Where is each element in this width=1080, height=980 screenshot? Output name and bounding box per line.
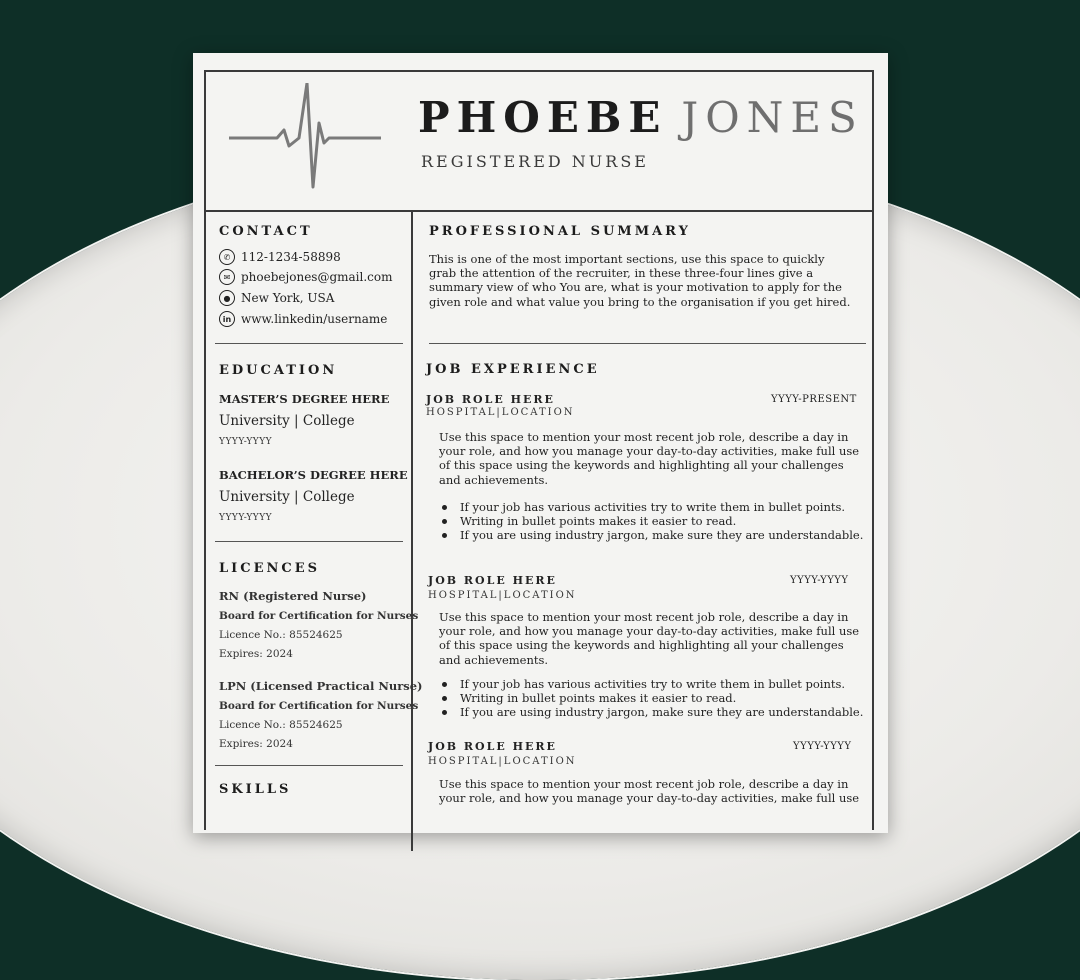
phone-icon: ✆ [219,249,235,265]
contact-location [219,290,334,306]
location-pin-icon: ● [219,290,235,306]
job-role: JOB ROLE HERE [428,740,557,753]
list-item: If you are using industry jargon, make sure they are understandable. [439,528,869,542]
email-text: phoebejones@gmail.com [241,270,393,284]
linkedin-icon: in [219,311,235,327]
list-item: If your job has various activities try to write them in bullet points. [439,677,869,691]
education-heading: EDUCATION [219,363,338,378]
experience-heading: JOB EXPERIENCE [426,362,600,377]
job-location: HOSPITAL|LOCATION [428,590,577,601]
education-school: University | College [219,413,355,429]
column-divider [411,211,413,851]
header-divider [204,210,874,212]
summary-divider [429,343,866,344]
education-dates: YYYY-YYYY [219,437,273,447]
candidate-name [418,93,864,142]
education-divider [215,541,403,542]
licence-number: Licence No.: 85524625 [219,629,343,641]
education-dates: YYYY-YYYY [219,513,273,523]
last-name: JONES [681,93,864,142]
licence-number: Licence No.: 85524625 [219,719,343,731]
job-role: JOB ROLE HERE [428,574,557,587]
job-location: HOSPITAL|LOCATION [428,756,577,767]
licences-divider [215,765,403,766]
licences-heading: LICENCES [219,561,321,576]
contact-linkedin [219,311,387,327]
first-name: PHOEBE [418,93,668,142]
contact-heading: CONTACT [219,224,313,239]
contact-email [219,269,392,285]
summary-heading: PROFESSIONAL SUMMARY [429,224,691,239]
job-description: Use this space to mention your most recent job role, describe a day in your role, and how you manage your day-to-day activities, make full use of this space using the keywords and highlighting all your challenges and achievements. [439,430,860,487]
licence-expires: Expires: 2024 [219,648,293,660]
email-icon: ✉ [219,269,235,285]
contact-divider [215,343,403,344]
list-item: If your job has various activities try to write them in bullet points. [439,500,869,514]
job-location: HOSPITAL|LOCATION [426,407,575,418]
heartbeat-icon [229,83,381,189]
job-bullets [439,677,869,720]
job-description: Use this space to mention your most recent job role, describe a day in your role, and how you manage your day-to-day activities, make full use [439,777,860,806]
job-description: Use this space to mention your most recent job role, describe a day in your role, and how you manage your day-to-day activities, make full use of this space using the keywords and highlighting all your challenges and achievements. [439,610,860,667]
location-text: New York, USA [241,291,335,305]
summary-text: This is one of the most important sections, use this space to quickly grab the attention of the recruiter, in these three-four lines give a summary view of who You are, what is your motivation to apply for the given role and what value you bring to the organisation if you get hired. [429,252,851,309]
resume-page [193,53,888,833]
job-dates: YYYY-YYYY [790,575,849,586]
job-title: REGISTERED NURSE [421,152,649,171]
job-dates: YYYY-YYYY [793,741,852,752]
linkedin-text: www.linkedin/username [241,312,388,326]
job-bullets [439,500,869,543]
list-item: Writing in bullet points makes it easier to read. [439,514,869,528]
job-role: JOB ROLE HERE [426,393,555,406]
licence-expires: Expires: 2024 [219,738,293,750]
education-degree: BACHELOR’S DEGREE HERE [219,468,408,482]
skills-heading: SKILLS [219,782,292,797]
licence-name: RN (Registered Nurse) [219,589,367,603]
licence-name: LPN (Licensed Practical Nurse) [219,679,423,693]
contact-phone [219,249,341,265]
list-item: If you are using industry jargon, make sure they are understandable. [439,705,869,719]
licence-board: Board for Certification for Nurses [219,700,419,712]
job-dates: YYYY-PRESENT [771,394,857,405]
list-item: Writing in bullet points makes it easier to read. [439,691,869,705]
licence-board: Board for Certification for Nurses [219,610,419,622]
education-school: University | College [219,489,355,505]
phone-text: 112-1234-58898 [241,250,341,264]
education-degree: MASTER’S DEGREE HERE [219,392,390,406]
